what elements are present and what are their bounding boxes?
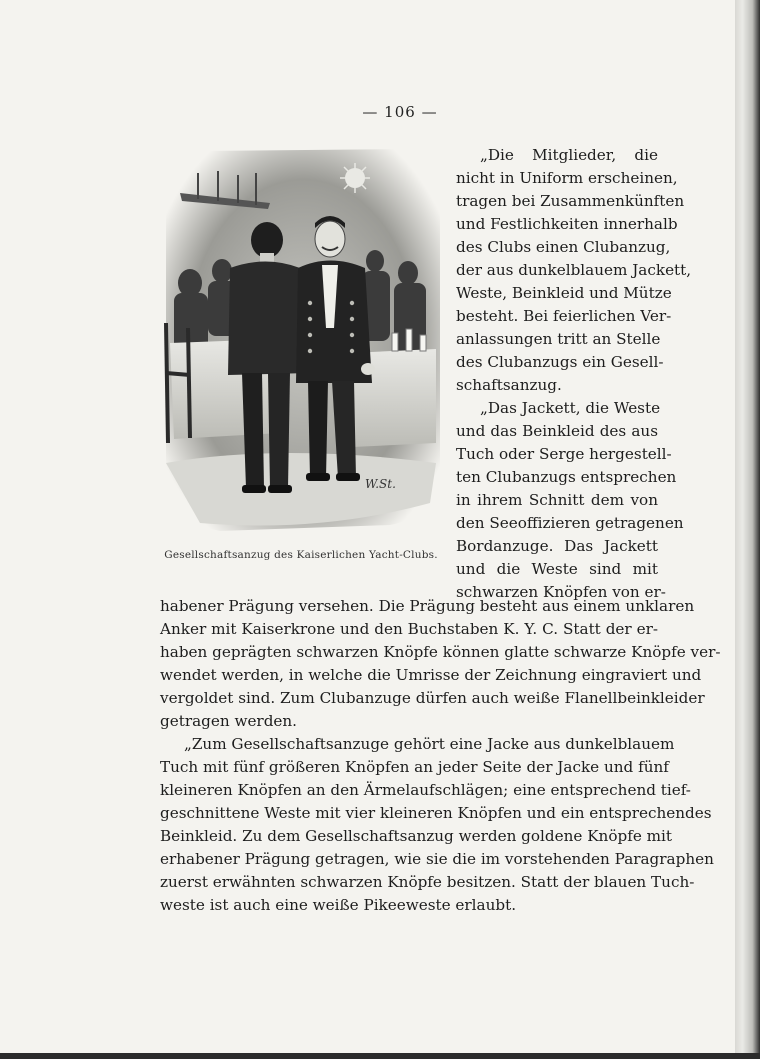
text-line: den Seeoffizieren getragenen xyxy=(456,514,684,532)
text-line: nicht in Uniform erscheinen, xyxy=(456,169,678,187)
text-line: der aus dunkelblauem Jackett, xyxy=(456,261,692,279)
text-line: schaftsanzug. xyxy=(456,376,562,394)
text-line: und die Weste sind mit xyxy=(456,560,658,578)
text-line: besteht. Bei feierlichen Ver- xyxy=(456,307,672,325)
page-number: — 106 — xyxy=(362,103,438,121)
illustration-drawing xyxy=(160,143,442,535)
text-line: tragen bei Zusammenkünften xyxy=(456,192,685,210)
text-line: Tuch oder Serge hergestell- xyxy=(456,445,672,463)
text-line: des Clubanzugs ein Gesell- xyxy=(456,353,664,371)
text-line: in ihrem Schnitt dem von xyxy=(456,491,658,509)
text-line: ten Clubanzugs entsprechen xyxy=(456,468,677,486)
text-line: anlassungen tritt an Stelle xyxy=(456,330,661,348)
text-line: und das Beinkleid des aus xyxy=(456,422,658,440)
text-line: Beinkleid. Zu dem Gesellschaftsanzug werden goldene Knöpfe mit xyxy=(160,827,672,845)
text-line: Tuch mit fünf größeren Knöpfen an jeder Seite der Jacke und fünf xyxy=(160,758,669,776)
text-line: „Das Jackett, die Weste xyxy=(480,399,661,417)
scan-bottom-edge xyxy=(0,1053,760,1059)
page-edge xyxy=(735,0,760,1059)
text-line: wendet werden, in welche die Umrisse der Zeichnung eingraviert und xyxy=(160,666,702,684)
text-line: „Die Mitglieder, die xyxy=(480,146,658,164)
text-line: weste ist auch eine weiße Pikeeweste erlaubt. xyxy=(160,896,517,914)
text-line: und Festlichkeiten innerhalb xyxy=(456,215,678,233)
text-line: zuerst erwähnten schwarzen Knöpfe besitzen. Statt der blauen Tuch- xyxy=(160,873,695,891)
side-column-text xyxy=(456,144,692,604)
figure-caption: Gesellschaftsanzug des Kaiserlichen Yacht-Clubs. xyxy=(164,549,438,561)
text-line: haben geprägten schwarzen Knöpfe können glatte schwarze Knöpfe ver- xyxy=(160,643,721,661)
artist-signature: W.St. xyxy=(365,477,396,491)
text-line: getragen werden. xyxy=(160,712,298,730)
text-line: des Clubs einen Clubanzug, xyxy=(456,238,671,256)
text-line: Anker mit Kaiserkrone und den Buchstaben K. Y. C. Statt der er- xyxy=(160,620,658,638)
text-line: Weste, Beinkleid und Mütze xyxy=(456,284,672,302)
text-line: „Zum Gesellschaftsanzuge gehört eine Jacke aus dunkelblauem xyxy=(184,735,675,753)
text-line: Bordanzuge. Das Jackett xyxy=(456,537,658,555)
text-line: kleineren Knöpfen an den Ärmelaufschlägen; eine entsprechend tief- xyxy=(160,781,691,799)
text-line: erhabener Prägung getragen, wie sie die im vorstehenden Paragraphen xyxy=(160,850,714,868)
illustration xyxy=(160,143,442,535)
text-line: geschnittene Weste mit vier kleineren Knöpfen und ein entsprechendes xyxy=(160,804,712,822)
text-line: schwarzen Knöpfen von er- xyxy=(456,583,666,601)
full-width-text xyxy=(160,595,721,917)
text-line: vergoldet sind. Zum Clubanzuge dürfen auch weiße Flanellbeinkleider xyxy=(160,689,705,707)
text-line: habener Prägung versehen. Die Prägung besteht aus einem unklaren xyxy=(160,597,695,615)
